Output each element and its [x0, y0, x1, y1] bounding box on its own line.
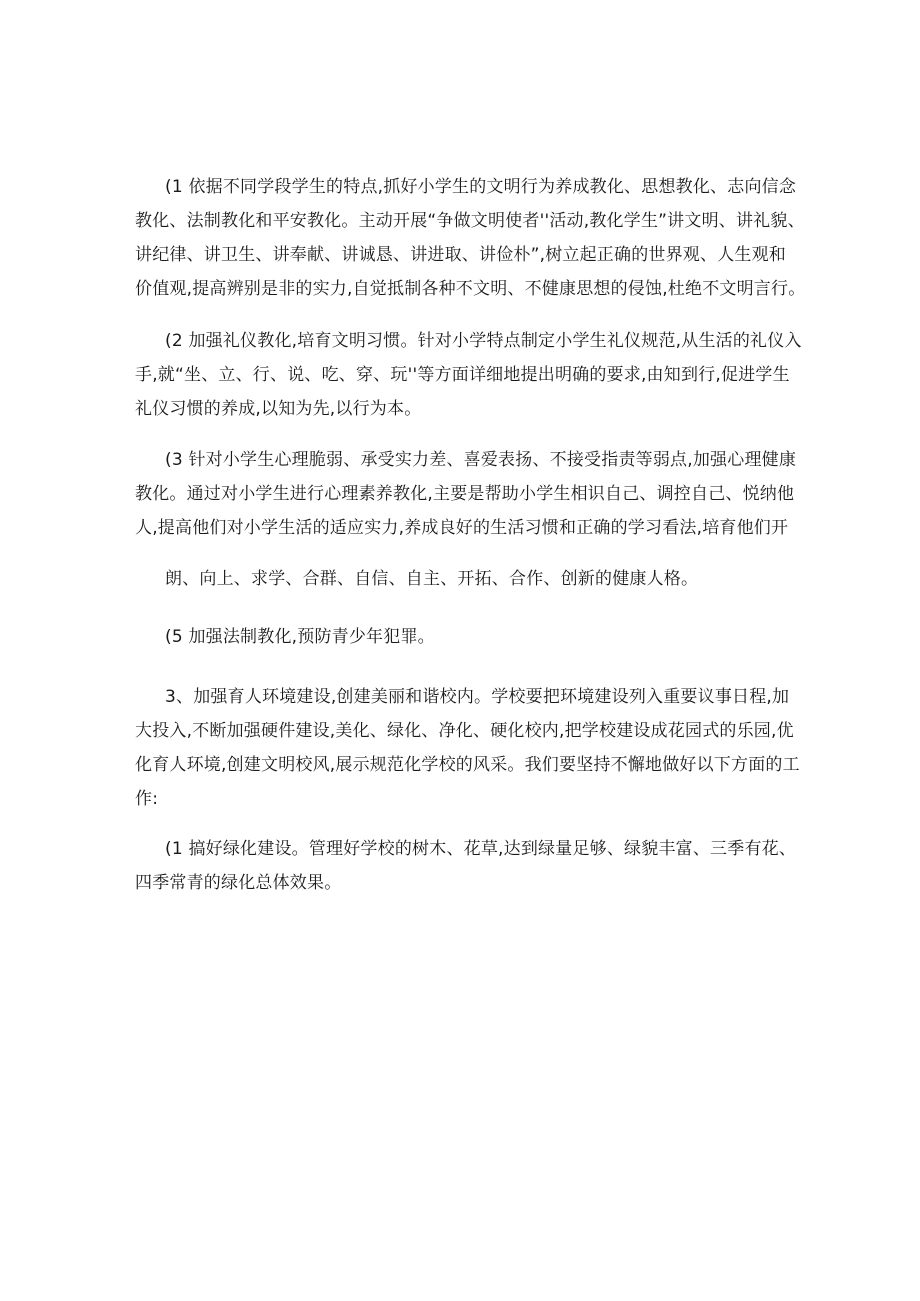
section-3-line-3: 化育人环境,创建文明校风,展示规范化学校的风采。我们要坚持不懈地做好以下方面的工 — [135, 755, 800, 775]
paragraph-2-line-2: 手,就“坐、立、行、说、吃、穿、玩''等方面详细地提出明确的要求,由知到行,促进学生 — [135, 365, 790, 385]
paragraph-1-line-4: 价值观,提高辨别是非的实力,自觉抵制各种不文明、不健康思想的侵蚀,杜绝不文明言行。 — [135, 279, 806, 299]
paragraph-2-line-3: 礼仪习惯的养成,以知为先,以行为本。 — [135, 399, 422, 419]
paragraph-5-line-1: (5 加强法制教化,预防青少年犯罪。 — [165, 627, 435, 647]
paragraph-3-line-3: 人,提高他们对小学生活的适应实力,养成良好的生活习惯和正确的学习看法,培育他们开 — [135, 518, 789, 538]
section-3-line-1: 3、加强育人环境建设,创建美丽和谐校内。学校要把环境建设列入重要议事日程,加 — [165, 687, 790, 707]
paragraph-1-line-3: 讲纪律、讲卫生、讲奉献、讲诚恳、讲进取、讲俭朴”,树立起正确的世界观、人生观和 — [135, 245, 787, 265]
section-3-line-4: 作: — [135, 789, 159, 809]
paragraph-3-continuation: 朗、向上、求学、合群、自信、自主、开拓、合作、创新的健康人格。 — [165, 569, 699, 589]
paragraph-2-line-1: (2 加强礼仪教化,培育文明习惯。针对小学特点制定小学生礼仪规范,从生活的礼仪入 — [165, 331, 802, 351]
paragraph-1-line-1: (1 依据不同学段学生的特点,抓好小学生的文明行为养成教化、思想教化、志向信念 — [165, 177, 797, 197]
subitem-1-line-1: (1 搞好绿化建设。管理好学校的树木、花草,达到绿量足够、绿貌丰富、三季有花、 — [165, 839, 797, 859]
paragraph-1-line-2: 教化、法制教化和平安教化。主动开展“争做文明使者''活动,教化学生”讲文明、讲礼貌、 — [135, 211, 805, 231]
paragraph-3-line-2: 教化。通过对小学生进行心理素养教化,主要是帮助小学生相识自己、调控自己、悦纳他 — [135, 484, 795, 504]
paragraph-3-line-1: (3 针对小学生心理脆弱、承受实力差、喜爱表扬、不接受指责等弱点,加强心理健康 — [165, 450, 797, 470]
section-3-line-2: 大投入,不断加强硬件建设,美化、绿化、净化、硬化校内,把学校建设成花园式的乐园,优 — [135, 721, 794, 741]
subitem-1-line-2: 四季常青的绿化总体效果。 — [135, 873, 342, 893]
